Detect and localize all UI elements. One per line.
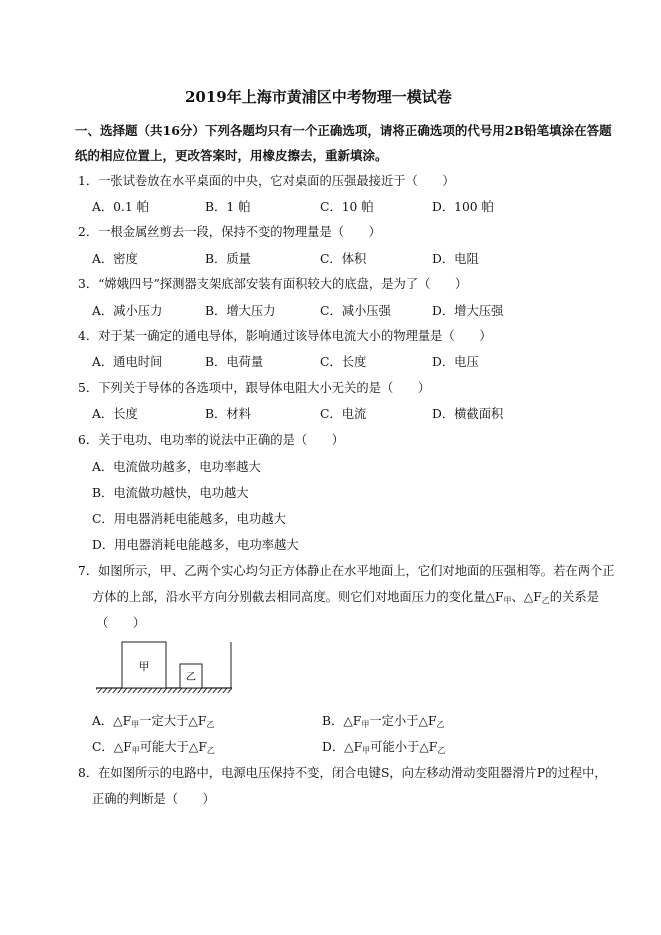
block-yi-label: 乙 <box>186 672 196 683</box>
question-6-option-b: B．电流做功越快，电功越大 <box>92 486 249 500</box>
question-5-option-a: A．长度 <box>92 407 138 421</box>
question-3-option-a: A．减小压力 <box>92 304 163 318</box>
question-4-option-c: C．长度 <box>320 355 367 369</box>
question-8-stem-line2: 正确的判断是（ ） <box>92 792 215 806</box>
question-2-stem: 2．一根金属丝剪去一段，保持不变的物理量是（ ） <box>78 225 381 239</box>
question-5-option-d: D．横截面积 <box>432 407 504 421</box>
page-title: 2019年上海市黄浦区中考物理一模试卷 <box>185 88 452 106</box>
question-6-option-c: C．用电器消耗电能越多，电功越大 <box>92 512 286 526</box>
question-5-stem: 5．下列关于导体的各选项中，跟导体电阻大小无关的是（ ） <box>78 381 431 395</box>
question-2-option-b: B．质量 <box>205 252 251 266</box>
question-7-stem-line1: 7．如图所示，甲、乙两个实心均匀正方体静止在水平地面上，它们对地面的压强相等。若在两个正 <box>78 564 615 578</box>
question-7-figure <box>92 640 237 695</box>
question-3-stem: 3．“嫦娥四号”探测器支架底部安装有面积较大的底盘，是为了（ ） <box>78 277 468 291</box>
question-5-option-b: B．材料 <box>205 407 251 421</box>
question-7-option-d: D．$\triangle F_甲$可能小于$\triangle F_乙$ <box>322 740 446 755</box>
question-4-stem: 4．对于某一确定的通电导体，影响通过该导体电流大小的物理量是（ ） <box>78 329 492 343</box>
question-4-option-a: A．通电时间 <box>92 355 163 369</box>
question-7-option-b: B．$\triangle F_甲$一定小于$\triangle F_乙$ <box>322 714 445 729</box>
ground-hatching <box>96 688 232 693</box>
block-jia-label: 甲 <box>138 660 150 673</box>
question-4-option-d: D．电压 <box>432 355 479 369</box>
question-6-option-a: A．电流做功越多，电功率越大 <box>92 460 261 474</box>
question-7-stem-line3: （ ） <box>96 616 146 630</box>
question-7-stem-line2: 方体的上部，沿水平方向分别截去相同高度。则它们对地面压力的变化量$\triangle F_甲$、$\triangle F_乙$的关系是 <box>92 590 599 605</box>
question-1-option-c: C．10 帕 <box>320 200 374 214</box>
question-3-option-c: C．减小压强 <box>320 304 391 318</box>
question-2-option-a: A．密度 <box>92 252 138 266</box>
question-6-stem: 6．关于电功、电功率的说法中正确的是（ ） <box>78 433 345 447</box>
question-1-stem: 1．一张试卷放在水平桌面的中央，它对桌面的压强最接近于（ ） <box>78 174 455 188</box>
question-5-option-c: C．电流 <box>320 407 367 421</box>
question-1-option-d: D．100 帕 <box>432 200 494 214</box>
question-3-option-d: D．增大压强 <box>432 304 504 318</box>
question-7-option-c: C．$\triangle F_甲$可能大于$\triangle F_乙$ <box>92 740 215 755</box>
section-heading-line1: 一、选择题（共16分）下列各题均只有一个正确选项，请将正确选项的代号用2B铅笔填涂在答题 <box>75 123 612 138</box>
question-8-stem-line1: 8．在如图所示的电路中，电源电压保持不变，闭合电键S，向左移动滑动变阻器滑片P的过程中， <box>78 766 607 780</box>
question-3-option-b: B．增大压力 <box>205 304 276 318</box>
question-1-option-a: A．0.1 帕 <box>92 200 149 214</box>
question-1-option-b: B．1 帕 <box>205 200 251 214</box>
section-heading-line2: 纸的相应位置上，更改答案时，用橡皮擦去，重新填涂。 <box>75 148 388 163</box>
question-4-option-b: B．电荷量 <box>205 355 264 369</box>
question-2-option-c: C．体积 <box>320 252 367 266</box>
question-2-option-d: D．电阻 <box>432 252 479 266</box>
question-6-option-d: D．用电器消耗电能越多，电功率越大 <box>92 538 299 552</box>
question-7-option-a: A．$\triangle F_甲$一定大于$\triangle F_乙$ <box>92 714 215 729</box>
